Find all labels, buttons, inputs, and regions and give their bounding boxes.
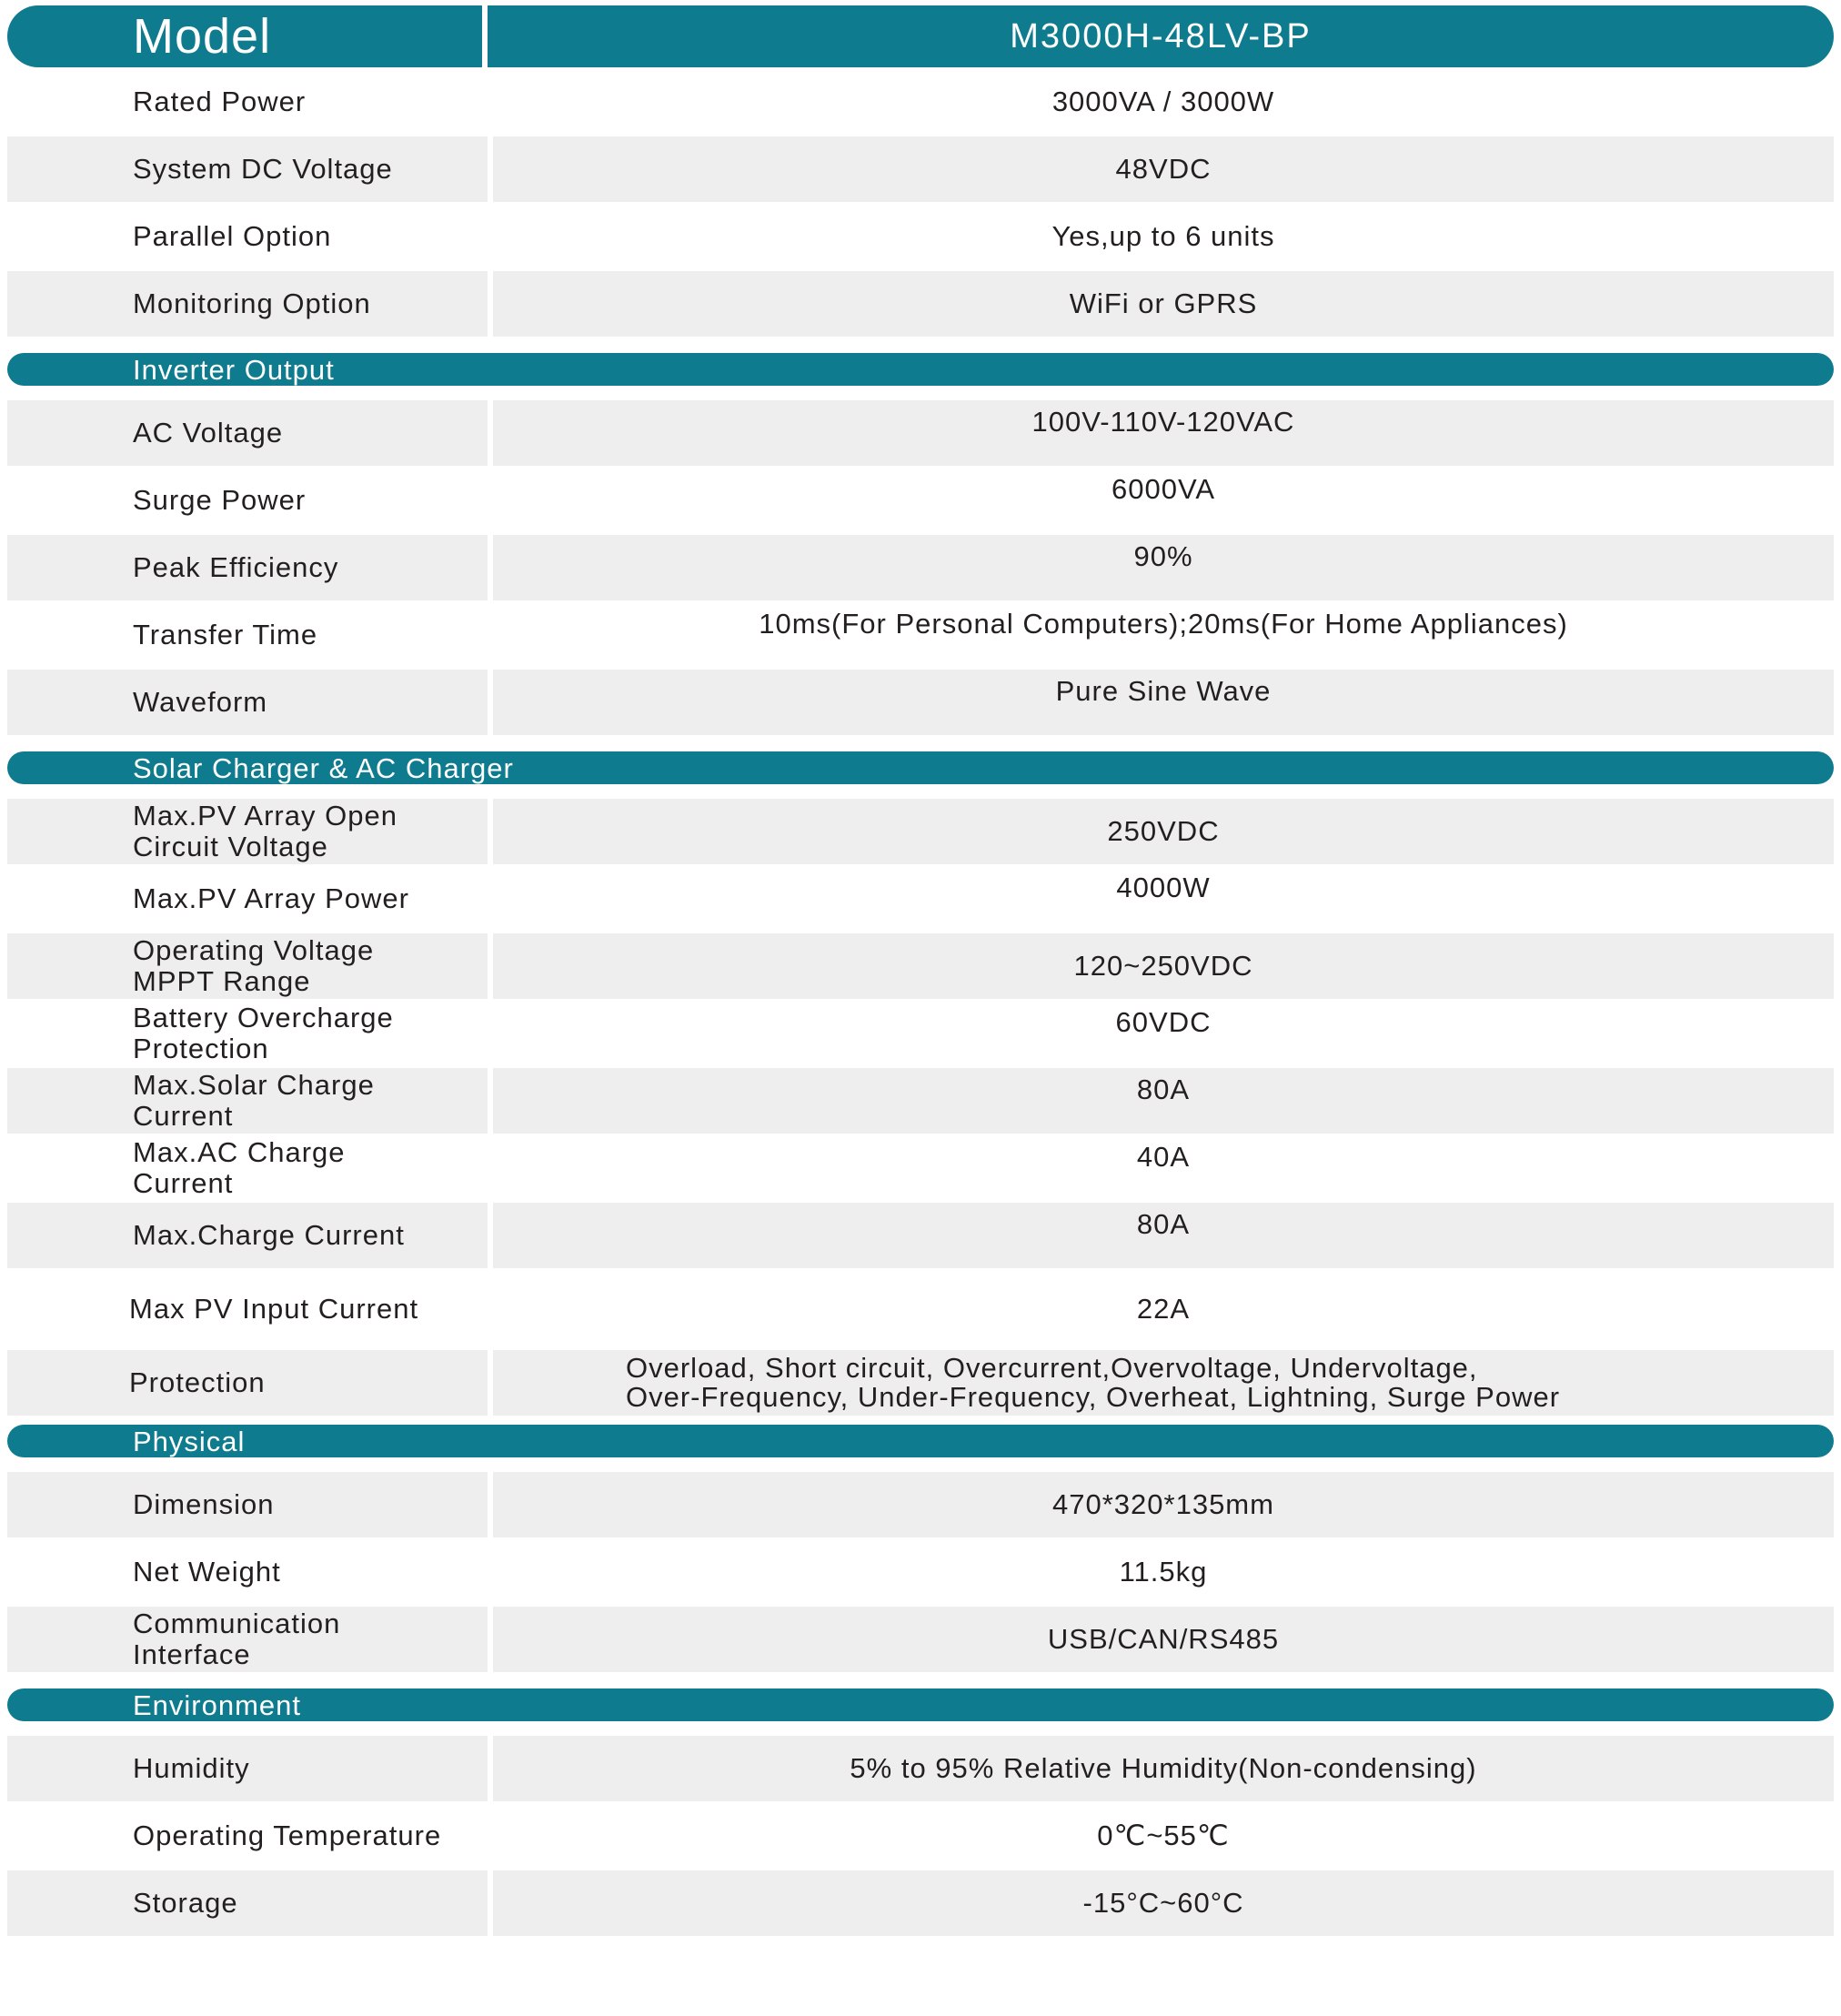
spec-label: Max.PV Array Power bbox=[133, 882, 409, 914]
spec-value: 100V-110V-120VAC bbox=[493, 400, 1834, 466]
spec-label: Rated Power bbox=[133, 86, 307, 117]
spec-value: 80A bbox=[493, 1068, 1834, 1134]
spec-label-line: Communication bbox=[133, 1608, 341, 1639]
spec-value: -15°C~60°C bbox=[493, 1870, 1834, 1936]
spec-value: 3000VA / 3000W bbox=[1051, 86, 1275, 117]
section-environment: Environment bbox=[7, 1688, 1834, 1721]
spec-row-max-pv-power bbox=[7, 866, 1834, 932]
spec-label: Monitoring Option bbox=[7, 271, 488, 337]
spec-label bbox=[7, 1068, 488, 1134]
spec-label: Protection bbox=[7, 1350, 488, 1416]
spec-label bbox=[7, 1135, 488, 1201]
spec-row-max-solar-charge bbox=[7, 1068, 1834, 1134]
spec-label-line: Max.Solar Charge bbox=[133, 1069, 375, 1101]
spec-label: Storage bbox=[7, 1870, 488, 1936]
spec-label: Parallel Option bbox=[133, 220, 332, 252]
spec-value: 60VDC bbox=[1115, 1006, 1212, 1038]
spec-value: 470*320*135mm bbox=[493, 1472, 1834, 1537]
spec-row-net-weight bbox=[7, 1539, 1834, 1605]
section-solar-charger: Solar Charger & AC Charger bbox=[7, 751, 1834, 784]
spec-row-communication bbox=[7, 1607, 1834, 1672]
spec-label: Max PV Input Current bbox=[129, 1293, 419, 1325]
spec-row-humidity bbox=[7, 1736, 1834, 1801]
spec-value: 5% to 95% Relative Humidity(Non-condensing) bbox=[493, 1736, 1834, 1801]
spec-label-line: Circuit Voltage bbox=[133, 831, 328, 862]
spec-label: AC Voltage bbox=[7, 400, 488, 466]
spec-label: Humidity bbox=[7, 1736, 488, 1801]
spec-label-line: Battery Overcharge bbox=[133, 1002, 394, 1033]
spec-value: 11.5kg bbox=[1119, 1556, 1208, 1588]
spec-row-surge-power bbox=[7, 468, 1834, 533]
spec-label bbox=[7, 799, 488, 864]
spec-row-ac-voltage bbox=[7, 400, 1834, 466]
spec-label: Net Weight bbox=[133, 1556, 281, 1588]
model-label: Model bbox=[7, 5, 488, 67]
spec-row-max-charge-current bbox=[7, 1203, 1834, 1268]
spec-label: Dimension bbox=[7, 1472, 488, 1537]
spec-label: Waveform bbox=[7, 670, 488, 735]
spec-label: System DC Voltage bbox=[7, 136, 488, 202]
spec-row-mppt-range bbox=[7, 933, 1834, 999]
spec-row-parallel-option bbox=[7, 204, 1834, 269]
spec-label: Operating Temperature bbox=[133, 1819, 442, 1851]
spec-value: 22A bbox=[1136, 1293, 1191, 1325]
spec-label-line: Current bbox=[133, 1100, 234, 1132]
spec-row-max-ac-charge bbox=[7, 1135, 1834, 1201]
spec-row-peak-efficiency bbox=[7, 535, 1834, 600]
model-value: M3000H-48LV-BP bbox=[1010, 17, 1312, 55]
spec-value: 10ms(For Personal Computers);20ms(For Home Appliances) bbox=[759, 608, 1568, 640]
section-physical: Physical bbox=[7, 1425, 1834, 1457]
model-header bbox=[7, 5, 1834, 67]
spec-label bbox=[7, 1001, 488, 1066]
spec-label: Max.Charge Current bbox=[7, 1203, 488, 1268]
spec-label bbox=[7, 1607, 488, 1672]
spec-label: Transfer Time bbox=[133, 619, 318, 650]
spec-value-line: Overload, Short circuit, Overcurrent,Overvoltage, Undervoltage, bbox=[626, 1352, 1478, 1384]
spec-row-dimension bbox=[7, 1472, 1834, 1537]
spec-row-operating-temperature bbox=[7, 1803, 1834, 1869]
spec-value: 120~250VDC bbox=[493, 933, 1834, 999]
spec-value: 0℃~55℃ bbox=[1097, 1819, 1230, 1851]
spec-label-line: Current bbox=[133, 1167, 234, 1199]
spec-label-line: Interface bbox=[133, 1638, 251, 1670]
spec-value: Yes,up to 6 units bbox=[1051, 220, 1275, 252]
spec-value: 250VDC bbox=[493, 799, 1834, 864]
spec-row-monitoring-option bbox=[7, 271, 1834, 337]
spec-row-battery-overcharge bbox=[7, 1001, 1834, 1066]
section-inverter-output: Inverter Output bbox=[7, 353, 1834, 386]
spec-table bbox=[7, 5, 1834, 1936]
spec-row-max-pv-open-circuit bbox=[7, 799, 1834, 864]
spec-value bbox=[493, 1350, 1834, 1416]
spec-row-storage bbox=[7, 1870, 1834, 1936]
spec-value: Pure Sine Wave bbox=[493, 670, 1834, 735]
spec-label: Surge Power bbox=[133, 484, 307, 516]
spec-label-line: MPPT Range bbox=[133, 965, 311, 997]
spec-row-waveform bbox=[7, 670, 1834, 735]
spec-value: 48VDC bbox=[493, 136, 1834, 202]
spec-label-line: Max.PV Array Open bbox=[133, 800, 397, 832]
spec-value: 90% bbox=[493, 535, 1834, 600]
spec-value: USB/CAN/RS485 bbox=[493, 1607, 1834, 1672]
spec-label bbox=[7, 933, 488, 999]
spec-value: 80A bbox=[493, 1203, 1834, 1268]
spec-label: Peak Efficiency bbox=[7, 535, 488, 600]
spec-value-line: Over-Frequency, Under-Frequency, Overheat, Lightning, Surge Power bbox=[626, 1381, 1561, 1413]
spec-value: WiFi or GPRS bbox=[493, 271, 1834, 337]
spec-row-transfer-time bbox=[7, 602, 1834, 668]
spec-label-line: Max.AC Charge bbox=[133, 1136, 346, 1168]
spec-row-max-pv-input-current bbox=[7, 1270, 1834, 1348]
spec-value: 6000VA bbox=[1111, 473, 1215, 505]
spec-row-protection bbox=[7, 1350, 1834, 1416]
spec-value: 40A bbox=[1136, 1141, 1191, 1173]
spec-row-system-dc-voltage bbox=[7, 136, 1834, 202]
spec-value: 4000W bbox=[1116, 872, 1211, 903]
spec-label-line: Operating Voltage bbox=[133, 934, 375, 966]
spec-row-rated-power bbox=[7, 69, 1834, 135]
spec-label-line: Protection bbox=[133, 1033, 269, 1064]
